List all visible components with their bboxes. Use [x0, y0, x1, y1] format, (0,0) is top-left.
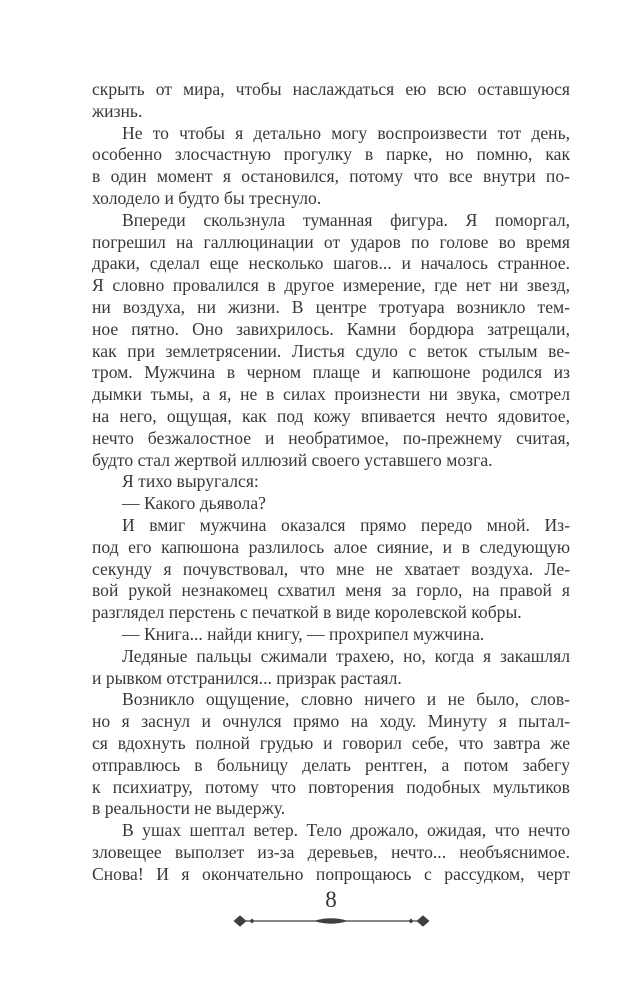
text-line: в реальности не выдержу.: [92, 798, 286, 819]
text-line: Впереди скользнула туманная фигура. Я поморгал,: [122, 209, 570, 230]
text-line: вой рукой незнакомец схватил меня за горло, на правой я: [92, 580, 570, 601]
page-number: 8: [325, 887, 337, 912]
paragraph: [92, 471, 570, 493]
paragraph: [92, 123, 570, 210]
text-line: нечто безжалостное и необратимое, по-прежнему считая,: [92, 427, 570, 448]
text-line: холодело и будто бы треснуло.: [92, 187, 322, 208]
text-line: — Книга... найди книгу, — прохрипел мужчина.: [122, 623, 485, 644]
text-line: разглядел перстень с печаткой в виде королевской кобры.: [92, 602, 522, 623]
text-line: как при землетрясении. Листья сдуло с веток стылым ве-: [92, 340, 570, 361]
text-line: к психиатру, потому что повторения подобных мультиков: [92, 776, 570, 797]
text-line: ся вдохнуть полной грудью и говорил себе, что завтра же: [92, 732, 570, 753]
text-line: отправлюсь в больницу делать рентген, а потом забегу: [92, 754, 570, 775]
text-line: — Какого дьявола?: [122, 493, 266, 514]
text-line: дымки тьмы, а я, не в силах произнести ни звука, смотрел: [92, 384, 570, 405]
paragraph: [92, 689, 570, 820]
text-line: будто стал жертвой иллюзий своего уставшего мозга.: [92, 449, 493, 470]
text-line: в один момент я остановился, потому что все внутри по-: [92, 166, 570, 187]
paragraph: [92, 646, 570, 690]
text-line: под его капюшона разлилось алое сияние, и в следующую: [92, 536, 570, 557]
text-line: погрешил на галлюцинации от ударов по голове во время: [92, 231, 570, 252]
text-line: Снова! И я окончательно попрощаюсь с рассудком, черт: [92, 863, 570, 884]
text-line: Возникло ощущение, словно ничего и не было, слов-: [122, 689, 570, 710]
paragraph: [92, 493, 570, 515]
page-footer: [92, 888, 570, 929]
text-line: ное пятно. Оно завихрилось. Камни бордюра затрещали,: [92, 318, 570, 339]
text-line: жизнь.: [92, 100, 143, 121]
text-line: зловещее выползет из-за деревьев, нечто... необъяснимое.: [92, 841, 570, 862]
text-line: тром. Мужчина в черном плаще и капюшоне родился из: [92, 362, 570, 383]
text-line: Я словно провалился в другое измерение, где нет ни звезд,: [92, 275, 570, 296]
text-line: но я заснул и очнулся прямо на ходу. Минуту я пытал-: [92, 711, 570, 732]
text-line: Не то чтобы я детально могу воспроизвести тот день,: [122, 122, 570, 143]
text-line: драки, сделал еще несколько шагов... и началось странное.: [92, 253, 570, 274]
ornamental-divider-icon: [233, 913, 430, 929]
text-line: и рывком отстранился... призрак растаял.: [92, 667, 402, 688]
paragraph: [92, 79, 570, 123]
text-line: скрыть от мира, чтобы наслаждаться ею всю оставшуюся: [92, 79, 570, 99]
paragraph: [92, 820, 570, 885]
text-line: В ушах шептал ветер. Тело дрожало, ожидая, что нечто: [122, 820, 570, 841]
text-line: Ледяные пальцы сжимали трахею, но, когда я закашлял: [122, 645, 570, 666]
text-line: ни воздуха, ни жизни. В центре тротуара возникло тем-: [92, 296, 570, 317]
text-line: особенно злосчастную прогулку в парке, но помню, как: [92, 144, 570, 165]
text-line: секунду я почувствовал, что мне не хватает воздуха. Ле-: [92, 558, 570, 579]
page-text: [92, 79, 570, 885]
text-line: на него, ощущая, как под кожу впивается нечто ядовитое,: [92, 405, 570, 426]
text-line: Я тихо выругался:: [122, 471, 259, 492]
paragraph: [92, 210, 570, 472]
paragraph: [92, 624, 570, 646]
paragraph: [92, 515, 570, 624]
text-line: И вмиг мужчина оказался прямо передо мной. Из-: [122, 514, 570, 535]
